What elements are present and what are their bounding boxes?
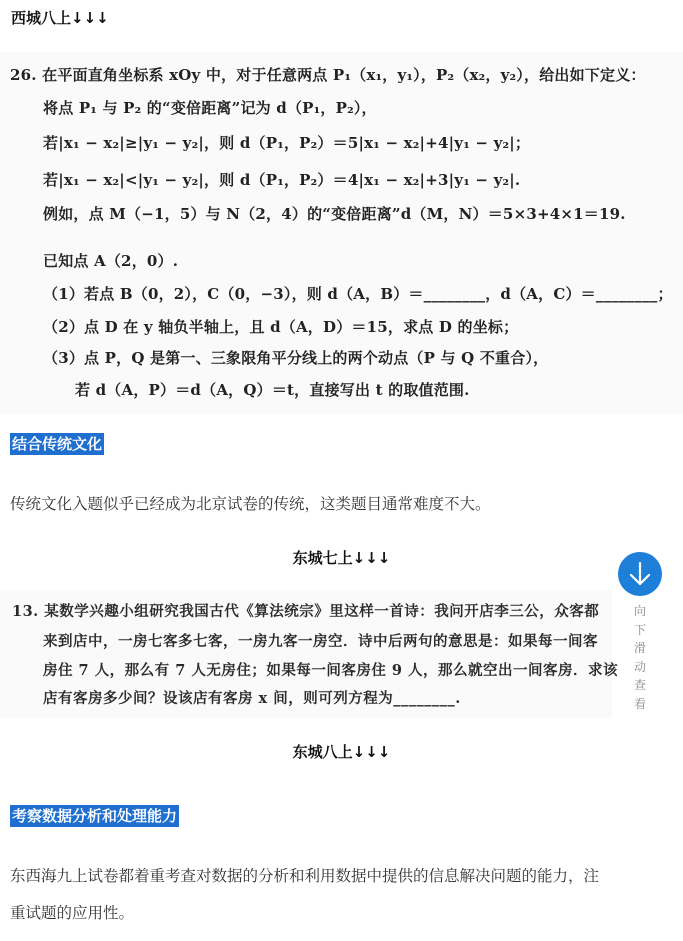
q26-line-3: 若|x₁ − x₂|≥|y₁ − y₂|，则 d（P₁，P₂）＝5|x₁ − x₂|+4|y₁ − y₂|； [43,134,531,152]
q26-line-2: 将点 P₁ 与 P₂ 的“变倍距离”记为 d（P₁，P₂）， [43,99,377,117]
scroll-hint-char: 看 [633,696,646,711]
q26-line-9: （3）点 P，Q 是第一、三象限角平分线上的两个动点（P 与 Q 不重合）， [43,349,549,367]
paragraph-data-analysis-line-2: 重试题的应用性。 [10,904,135,922]
chevron-down-icon [618,552,662,596]
scroll-hint-char: 下 [633,622,646,637]
q26-line-5: 例如，点 M（−1，5）与 N（2，4）的“变倍距离”d（M，N）＝5×3+4×1＝19. [43,205,626,223]
paragraph-data-analysis-line-1: 东西海九上试卷都着重考查对数据的分析和利用数据中提供的信息解决问题的能力，注 [10,867,600,885]
q26-line-8: （2）点 D 在 y 轴负半轴上，且 d（A，D）＝15，求点 D 的坐标； [43,318,519,336]
scroll-hint-text [618,602,662,713]
q26-line-10: 若 d（A，P）＝d（A，Q）＝t，直接写出 t 的取值范围. [75,381,470,399]
q26-line-6: 已知点 A（2，0）. [43,252,179,270]
section-heading-dongcheng-8: 东城八上↓↓↓ [292,743,391,761]
q13-line-1: 13. 某数学兴趣小组研究我国古代《算法统宗》里这样一首诗：我问开店李三公，众客都 [12,603,600,620]
highlight-tag-data-analysis: 考察数据分析和处理能力 [12,807,178,825]
section-heading-xicheng-8: 西城八上↓↓↓ [11,9,109,27]
question-26-block [0,52,683,414]
paragraph-traditional-culture: 传统文化入题似乎已经成为北京试卷的传统，这类题目通常难度不大。 [10,495,491,513]
scroll-down-button[interactable] [618,552,662,596]
q13-line-4: 店有客房多少间？设该店有客房 x 间，则可列方程为________. [43,690,461,707]
q26-line-1: 26. 在平面直角坐标系 xOy 中，对于任意两点 P₁（x₁，y₁），P₂（x₂，y₂），给出如下定义： [10,66,646,84]
q26-line-7: （1）若点 B（0，2），C（0，−3），则 d（A，B）＝________，d（A，C）＝________； [43,285,673,303]
section-heading-dongcheng-7: 东城七上↓↓↓ [292,549,391,567]
scroll-hint-char: 滑 [633,641,646,655]
q13-line-2: 来到店中，一房七客多七客，一房九客一房空．诗中后两句的意思是：如果每一间客 [43,633,598,650]
scroll-down-widget[interactable] [618,552,664,713]
scroll-hint-char: 动 [633,659,646,674]
q26-line-4: 若|x₁ − x₂|<|y₁ − y₂|，则 d（P₁，P₂）＝4|x₁ − x₂|+3|y₁ − y₂|. [43,171,521,189]
highlight-tag-traditional-culture: 结合传统文化 [12,435,103,453]
scroll-hint-char: 查 [633,678,646,692]
q13-line-3: 房住 7 人，那么有 7 人无房住；如果每一间客房住 9 人，那么就空出一间客房．求该 [43,662,619,679]
scroll-hint-char: 向 [633,604,646,618]
question-13-block [0,590,619,718]
